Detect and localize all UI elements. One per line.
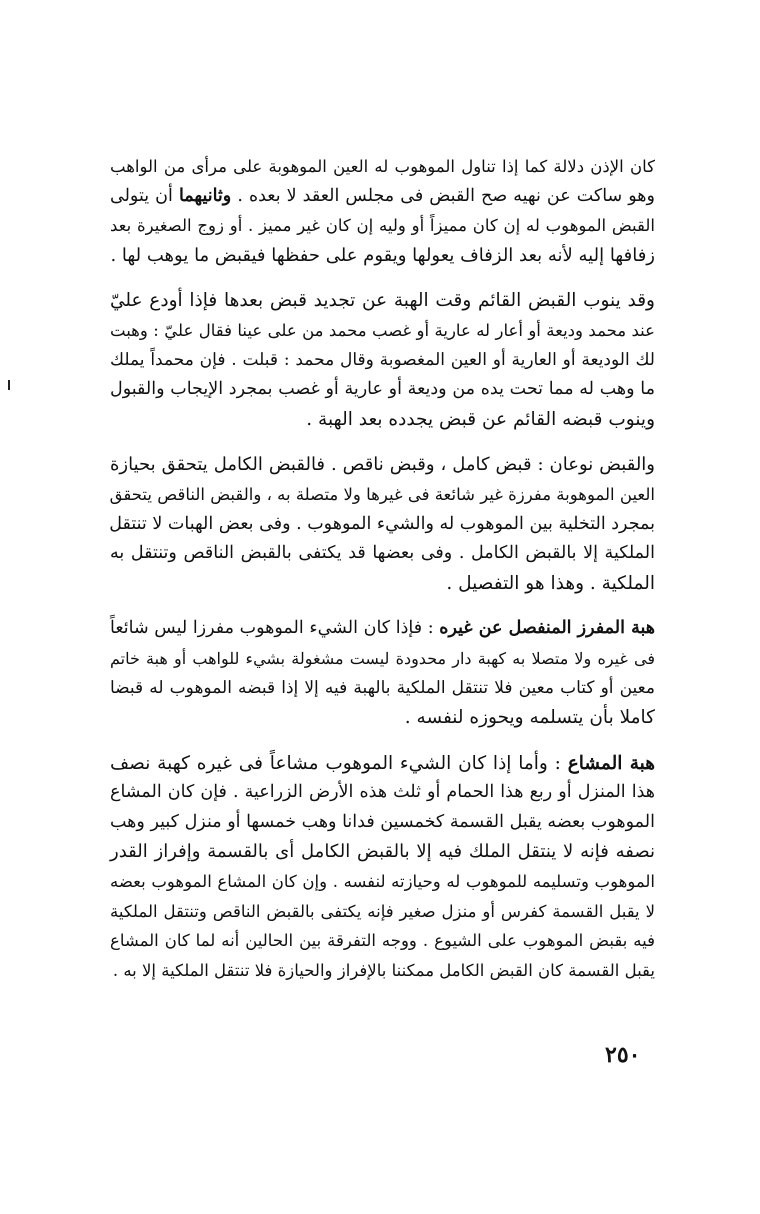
- section-heading: هبة المشاع: [567, 752, 655, 774]
- paragraph-2: [110, 286, 655, 434]
- text-line: [110, 614, 655, 644]
- paragraph-4: [110, 614, 655, 732]
- section-heading: هبة المفرز المنفصل عن غيره: [439, 618, 655, 639]
- text-line: لك الوديعة أو العارية أو العين المغصوبة وقال محمد : قبلت . فإن محمداً يملك: [110, 349, 655, 370]
- text-line-part: : وأما إذا كان الشيء الموهوب مشاعاً فى غيره كهبة نصف: [110, 752, 561, 774]
- text-line: العين الموهوبة مفرزة غير شائعة فى غيرها ولا متصلة به ، والقبض الناقص يتحقق: [109, 484, 655, 504]
- text-line: بمجرد التخلية بين الموهوب له والشيء الموهوب . وفى بعض الهبات لا تنتقل: [109, 513, 655, 534]
- text-line: كاملا بأن يتسلمه ويحوزه لنفسه .: [404, 707, 655, 729]
- inline-heading: وثانيهما: [178, 185, 232, 206]
- text-line: [110, 749, 655, 779]
- text-line: الملكية . وهذا هو التفصيل .: [446, 572, 655, 594]
- text-line: معين أو كتاب معين فلا تنتقل الملكية بالهبة فيه إلا إذا قبضه الموهوب له قبضا: [110, 677, 655, 698]
- text-line: الموهوب بعضه يقبل القسمة كخمسين فدانا وهب خمسها أو منزل كبير وهب: [110, 811, 655, 832]
- text-line: فيه بقبض الموهوب على الشيوع . ووجه التفرقة بين الحالين أنه لما كان المشاع: [110, 931, 655, 951]
- text-line: ما وهب له مما تحت يده من وديعة أو عارية أو غصب بمجرد الإيجاب والقبول: [110, 379, 655, 400]
- text-line: لا يقبل القسمة كفرس أو منزل صغير فإنه يكتفى بالقبض الناقص وتنتقل الملكية: [110, 901, 655, 921]
- text-line: وقد ينوب القبض القائم وقت الهبة عن تجديد قبض بعدها فإذا أودع عليّ: [110, 290, 655, 312]
- text-line: كان الإذن دلالة كما إذا تناول الموهوب له العين الموهوبة على مرأى من الواهب: [110, 157, 655, 176]
- paragraph-3: [110, 450, 655, 598]
- text-line: وينوب قبضه القائم عن قبض يجدده بعد الهبة .: [306, 408, 655, 430]
- text-line: زفافها إليه لأنه بعد الزفاف يعولها ويقوم على حفظها فيقبض ما يوهب لها .: [110, 244, 655, 266]
- text-line: يقبل القسمة كان القبض الكامل ممكننا بالإفراز والحيازة فلا تنتقل الملكية إلا به .: [112, 960, 655, 980]
- text-line-part: وهو ساكت عن نهيه صح القبض فى مجلس العقد لا بعده .: [237, 185, 655, 206]
- text-line: الملكية إلا بالقبض الكامل . وفى بعضها قد يكتفى بالقبض الناقص وتنتقل به: [110, 543, 655, 564]
- text-line: الموهوب وتسليمه للموهوب له وحيازته لنفسه . وإن كان المشاع الموهوب بعضه: [110, 872, 655, 892]
- text-line-part: : فإذا كان الشيء الموهوب مفرزا ليس شائعاً: [110, 618, 434, 639]
- text-line: نصفه فإنه لا ينتقل الملك فيه إلا بالقبض الكامل أى بالقسمة وإفراز القدر: [110, 841, 655, 863]
- paragraph-1: [110, 152, 655, 270]
- paragraph-5: [110, 749, 655, 986]
- text-line: القبض الموهوب له إن كان مميزاً أو وليه إن كان غير مميز . أو زوج الصغيرة بعد: [110, 216, 655, 236]
- text-line: [110, 182, 655, 212]
- body-text: [110, 152, 655, 1001]
- margin-mark: [8, 380, 10, 390]
- page-number: ٢٥٠: [605, 1042, 641, 1068]
- text-line: فى غيره ولا متصلا به كهبة دار محدودة ليست مشغولة بشيء للواهب أو هبة خاتم: [110, 648, 655, 668]
- text-line: عند محمد وديعة أو أعار له عارية أو غصب محمد من على عينا فقال عليّ : وهبت: [110, 320, 655, 340]
- text-line: والقبض نوعان : قبض كامل ، وقبض ناقص . فالقبض الكامل يتحقق بحيازة: [110, 454, 655, 476]
- text-line-part: أن يتولى: [110, 185, 173, 206]
- text-line: هذا المنزل أو ربع هذا الحمام أو ثلث هذه الأرض الزراعية . فإن كان المشاع: [110, 782, 655, 803]
